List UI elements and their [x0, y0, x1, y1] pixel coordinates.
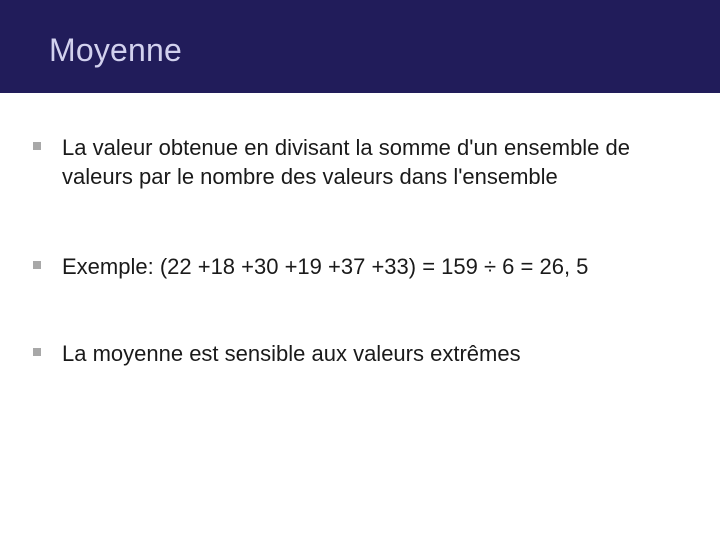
bullet-text: La valeur obtenue en divisant la somme d'un ensemble de valeurs par le nombre des valeurs dans l'ensemble: [62, 135, 631, 189]
bullet-item: [33, 133, 653, 191]
bullet-item: [33, 339, 653, 368]
bullet-text: Exemple: (22 +18 +30 +19 +37 +33) = 159 ÷ 6 = 26, 5: [62, 254, 589, 279]
square-bullet-icon: [33, 261, 41, 269]
bullet-text: La moyenne est sensible aux valeurs extrêmes: [62, 341, 521, 366]
bullet-item: [33, 252, 653, 281]
square-bullet-icon: [33, 348, 41, 356]
square-bullet-icon: [33, 142, 41, 150]
slide-title: Moyenne: [49, 32, 183, 68]
